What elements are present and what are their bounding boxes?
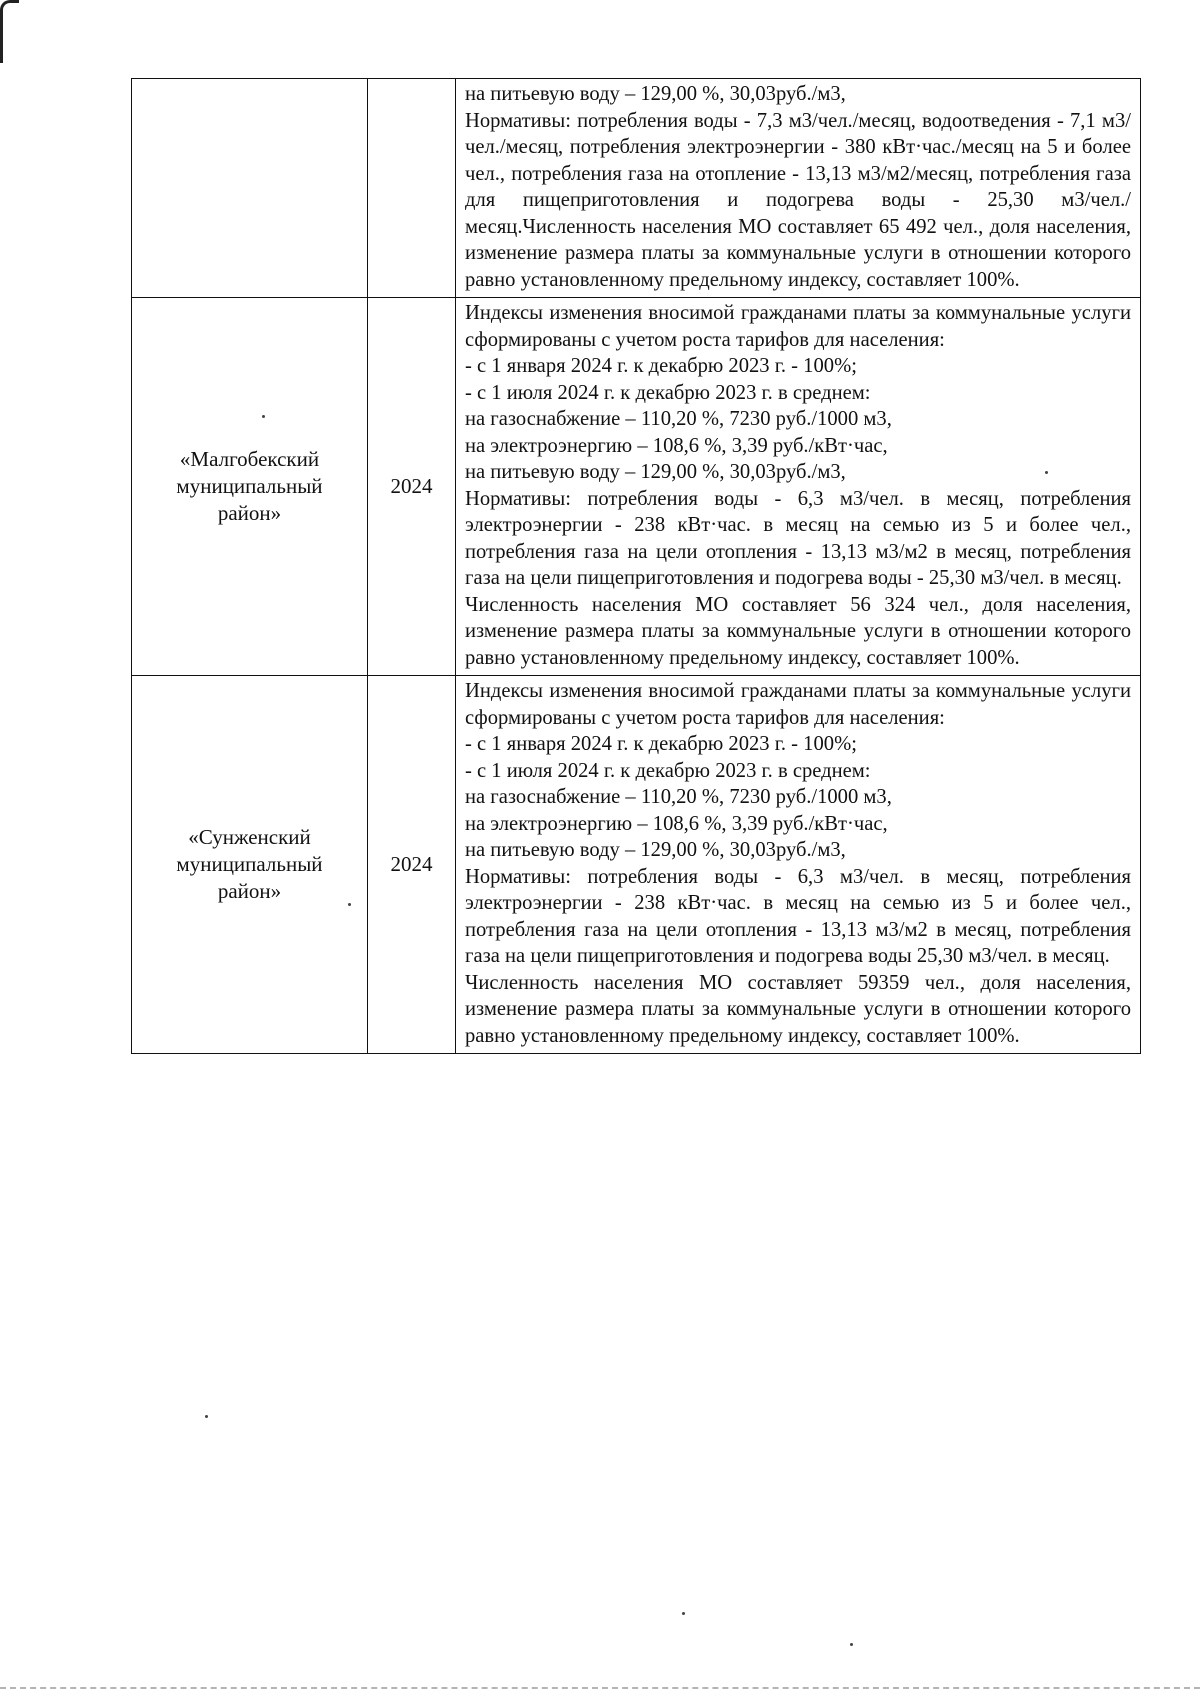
description-paragraph: на газоснабжение – 110,20 %, 7230 руб./1000 м3, <box>465 786 892 808</box>
scan-speck <box>1045 471 1048 474</box>
description-paragraph: - с 1 января 2024 г. к декабрю 2023 г. - 100%; <box>465 733 857 755</box>
district-name: «Сунженский муниципальный район» <box>176 825 323 903</box>
description-paragraph: на питьевую воду – 129,00 %, 30,03руб./м3, <box>465 83 846 105</box>
scan-speck <box>205 1415 208 1418</box>
description-cell <box>456 79 1141 298</box>
scan-corner-mark <box>0 0 19 63</box>
description-paragraph: Нормативы: потребления воды - 7,3 м3/чел./месяц, водоотведения - 7,1 м3/чел./месяц, потребления электроэнергии - 380 кВт·час./месяц на 5 и более чел., потребления газа на отопление - 13,13 м3/м2/месяц, потребления газа для пищеприготовления и подогрева воды - 25,30 м3/чел./месяц.Численность населения МО составляет 65 492 чел., доля населения, изменение размера платы за коммунальные услуги в отношении которого равно установленному предельному индексу, составляет 100%. <box>465 109 1131 291</box>
table-body <box>132 79 1141 1054</box>
description-paragraph: - с 1 января 2024 г. к декабрю 2023 г. - 100%; <box>465 355 857 377</box>
district-name: «Малгобекский муниципальный район» <box>176 447 323 525</box>
year-value: 2024 <box>390 852 433 876</box>
description-paragraph: Нормативы: потребления воды - 6,3 м3/чел. в месяц, потребления электроэнергии - 238 кВт·час. в месяц на семью из 5 и более чел., потребления газа на цели отопления - 13,13 м3/м2 в месяц, потребления газа на цели пищеприготовления и подогрева воды 25,30 м3/чел. в месяц. <box>465 865 1131 967</box>
description-paragraph: на газоснабжение – 110,20 %, 7230 руб./1000 м3, <box>465 408 892 430</box>
description-paragraph: на питьевую воду – 129,00 %, 30,03руб./м3, <box>465 461 846 483</box>
description-paragraph: Численность населения МО составляет 56 324 чел., доля населения, изменение размера платы за коммунальные услуги в отношении которого равно установленному предельному индексу, составляет 100%. <box>465 593 1131 669</box>
table-row <box>132 79 1141 298</box>
description-cell <box>456 298 1141 676</box>
scan-speck <box>262 415 265 418</box>
year-value: 2024 <box>390 474 433 498</box>
description-paragraph: - с 1 июля 2024 г. к декабрю 2023 г. в среднем: <box>465 381 871 404</box>
description-paragraph: на питьевую воду – 129,00 %, 30,03руб./м3, <box>465 839 846 861</box>
district-cell <box>132 676 368 1054</box>
scan-speck <box>682 1612 685 1615</box>
scan-edge-line <box>0 1687 1200 1689</box>
table-row <box>132 676 1141 1054</box>
scan-speck <box>850 1643 853 1646</box>
year-cell <box>368 676 456 1054</box>
scan-speck <box>348 903 351 906</box>
description-paragraph: Индексы изменения вносимой гражданами платы за коммунальные услуги сформированы с учетом роста тарифов для населения: <box>465 680 1131 729</box>
description-paragraph: Численность населения МО составляет 59359 чел., доля населения, изменение размера платы за коммунальные услуги в отношении которого равно установленному предельному индексу, составляет 100%. <box>465 971 1131 1047</box>
description-paragraph: - с 1 июля 2024 г. к декабрю 2023 г. в среднем: <box>465 759 871 782</box>
description-paragraph: Нормативы: потребления воды - 6,3 м3/чел. в месяц, потребления электроэнергии - 238 кВт·час. в месяц на семью из 5 и более чел., потребления газа на цели отопления - 13,13 м3/м2 в месяц, потребления газа на цели пищеприготовления и подогрева воды - 25,30 м3/чел. в месяц. <box>465 487 1131 589</box>
year-cell <box>368 298 456 676</box>
district-cell <box>132 298 368 676</box>
description-paragraph: на электроэнергию – 108,6 %, 3,39 руб./кВт·час, <box>465 812 888 835</box>
description-paragraph: Индексы изменения вносимой гражданами платы за коммунальные услуги сформированы с учетом роста тарифов для населения: <box>465 302 1131 351</box>
district-cell <box>132 79 368 298</box>
tariff-table <box>131 78 1141 1054</box>
year-cell <box>368 79 456 298</box>
table-row <box>132 298 1141 676</box>
description-paragraph: на электроэнергию – 108,6 %, 3,39 руб./кВт·час, <box>465 434 888 457</box>
description-cell <box>456 676 1141 1054</box>
